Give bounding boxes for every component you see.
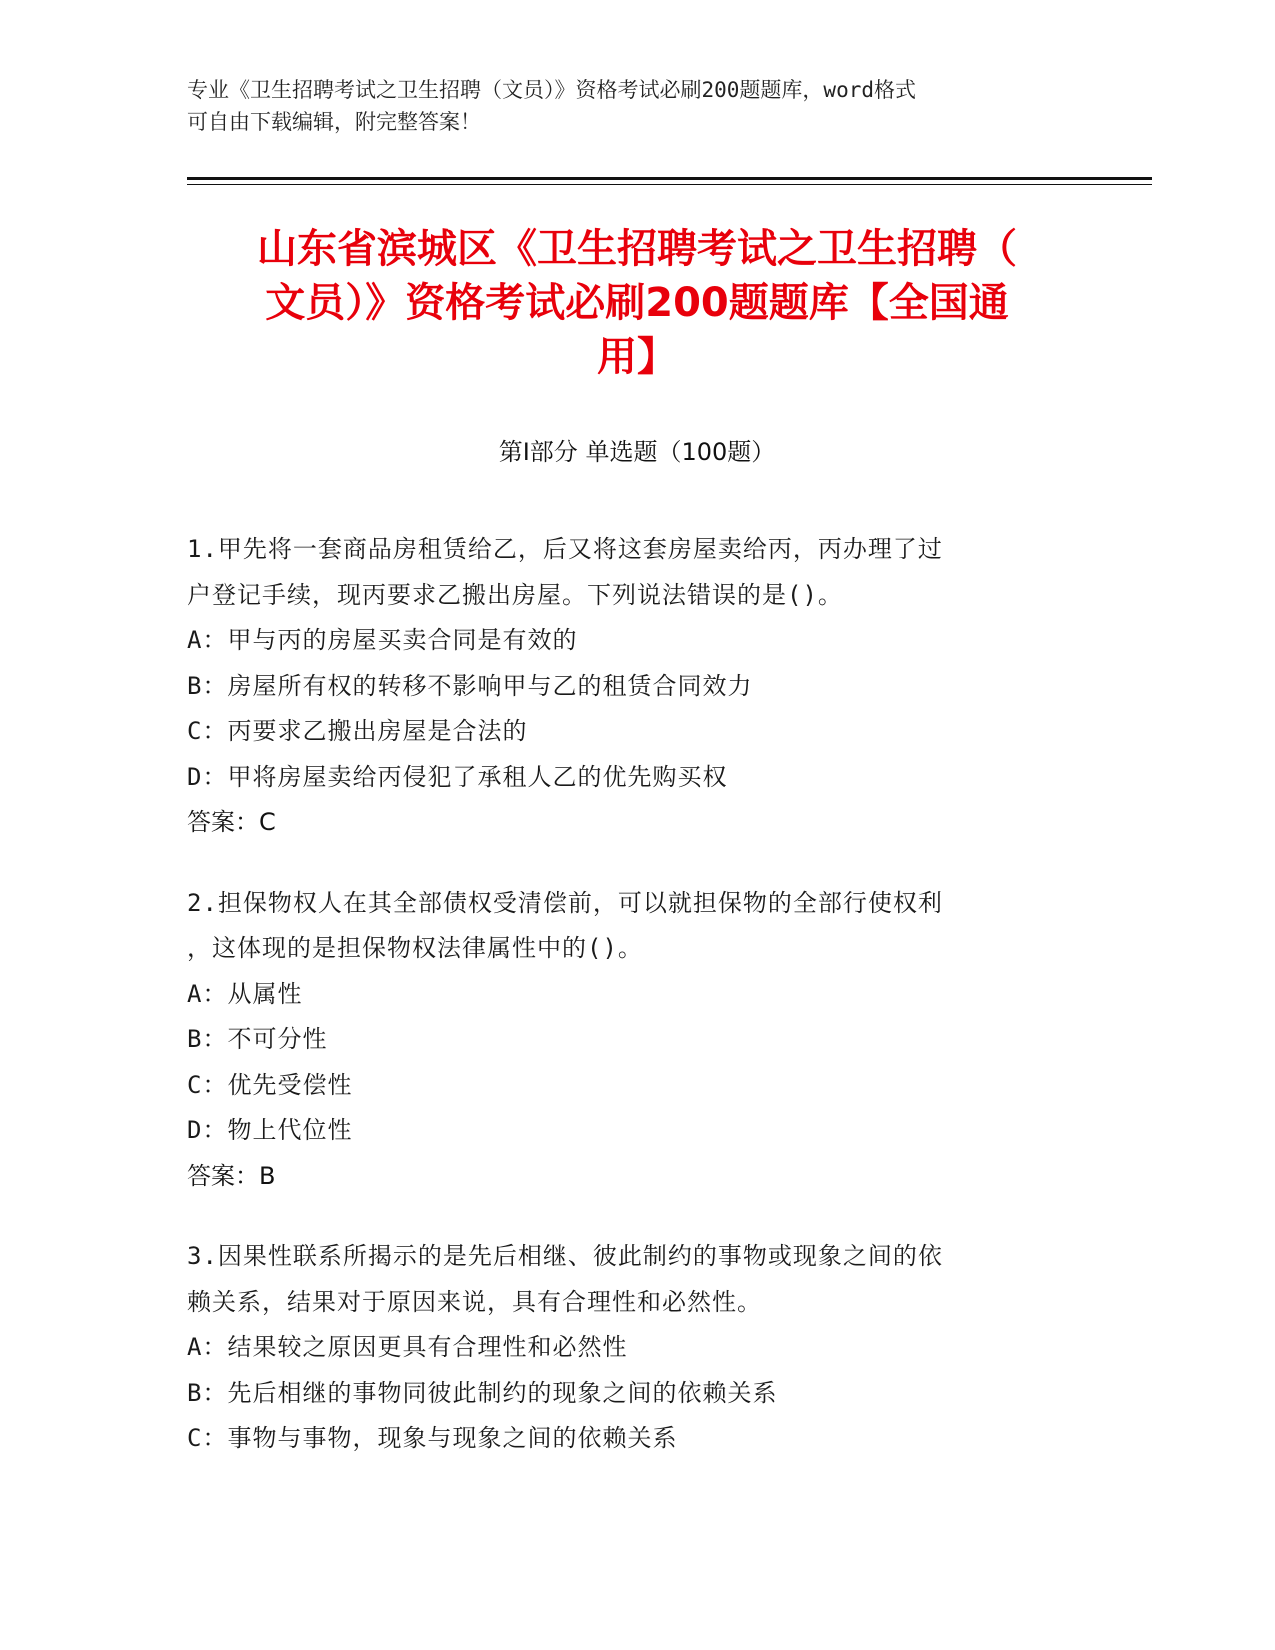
option-d: D：甲将房屋卖给丙侵犯了承租人乙的优先购买权 xyxy=(187,762,728,791)
option-b: B：先后相继的事物同彼此制约的现象之间的依赖关系 xyxy=(187,1378,778,1407)
document-title-line-2: 文员）》资格考试必刷200题题库【全国通 xyxy=(265,280,1009,326)
option-b: B：房屋所有权的转移不影响甲与乙的租赁合同效力 xyxy=(187,671,753,700)
question-list xyxy=(187,527,1067,1497)
option-c: C：优先受偿性 xyxy=(187,1070,353,1099)
question-stem: 2.担保物权人在其全部债权受清偿前，可以就担保物的全部行使权利 xyxy=(187,888,943,917)
option-c: C：丙要求乙搬出房屋是合法的 xyxy=(187,717,528,745)
question-stem-continued: 户登记手续，现丙要求乙搬出房屋。下列说法错误的是()。 xyxy=(187,580,843,609)
question-stem: 3.因果性联系所揭示的是先后相继、彼此制约的事物或现象之间的依 xyxy=(187,1242,943,1270)
header-note-line-1: 专业《卫生招聘考试之卫生招聘（文员）》资格考试必刷200题题库，word格式 xyxy=(187,78,916,102)
option-a: A：甲与丙的房屋买卖合同是有效的 xyxy=(187,626,578,654)
question-1 xyxy=(187,527,1067,846)
question-3 xyxy=(187,1234,1067,1462)
question-stem-continued: 赖关系，结果对于原因来说，具有合理性和必然性。 xyxy=(187,1287,762,1316)
section-title: 第Ⅰ部分 单选题（100题） xyxy=(498,438,776,466)
document-title xyxy=(187,222,1087,384)
header-rule-thin xyxy=(187,184,1152,185)
question-stem: 1.甲先将一套商品房租赁给乙，后又将这套房屋卖给丙，丙办理了过 xyxy=(187,535,943,563)
option-b: B：不可分性 xyxy=(187,1025,328,1053)
header-rule-thick xyxy=(187,177,1152,180)
option-d: D：物上代位性 xyxy=(187,1116,353,1144)
answer: 答案：B xyxy=(187,1161,276,1190)
header-note xyxy=(187,74,1067,138)
header-note-line-2: 可自由下载编辑，附完整答案！ xyxy=(187,110,481,134)
option-a: A：结果较之原因更具有合理性和必然性 xyxy=(187,1333,628,1361)
option-c: C：事物与事物，现象与现象之间的依赖关系 xyxy=(187,1424,678,1452)
answer: 答案：C xyxy=(187,808,276,836)
question-stem-continued: ，这体现的是担保物权法律属性中的()。 xyxy=(187,934,643,962)
question-2 xyxy=(187,881,1067,1200)
document-title-line-3: 用】 xyxy=(597,334,677,380)
option-a: A：从属性 xyxy=(187,979,303,1008)
document-title-line-1: 山东省滨城区《卫生招聘考试之卫生招聘（ xyxy=(257,226,1017,272)
